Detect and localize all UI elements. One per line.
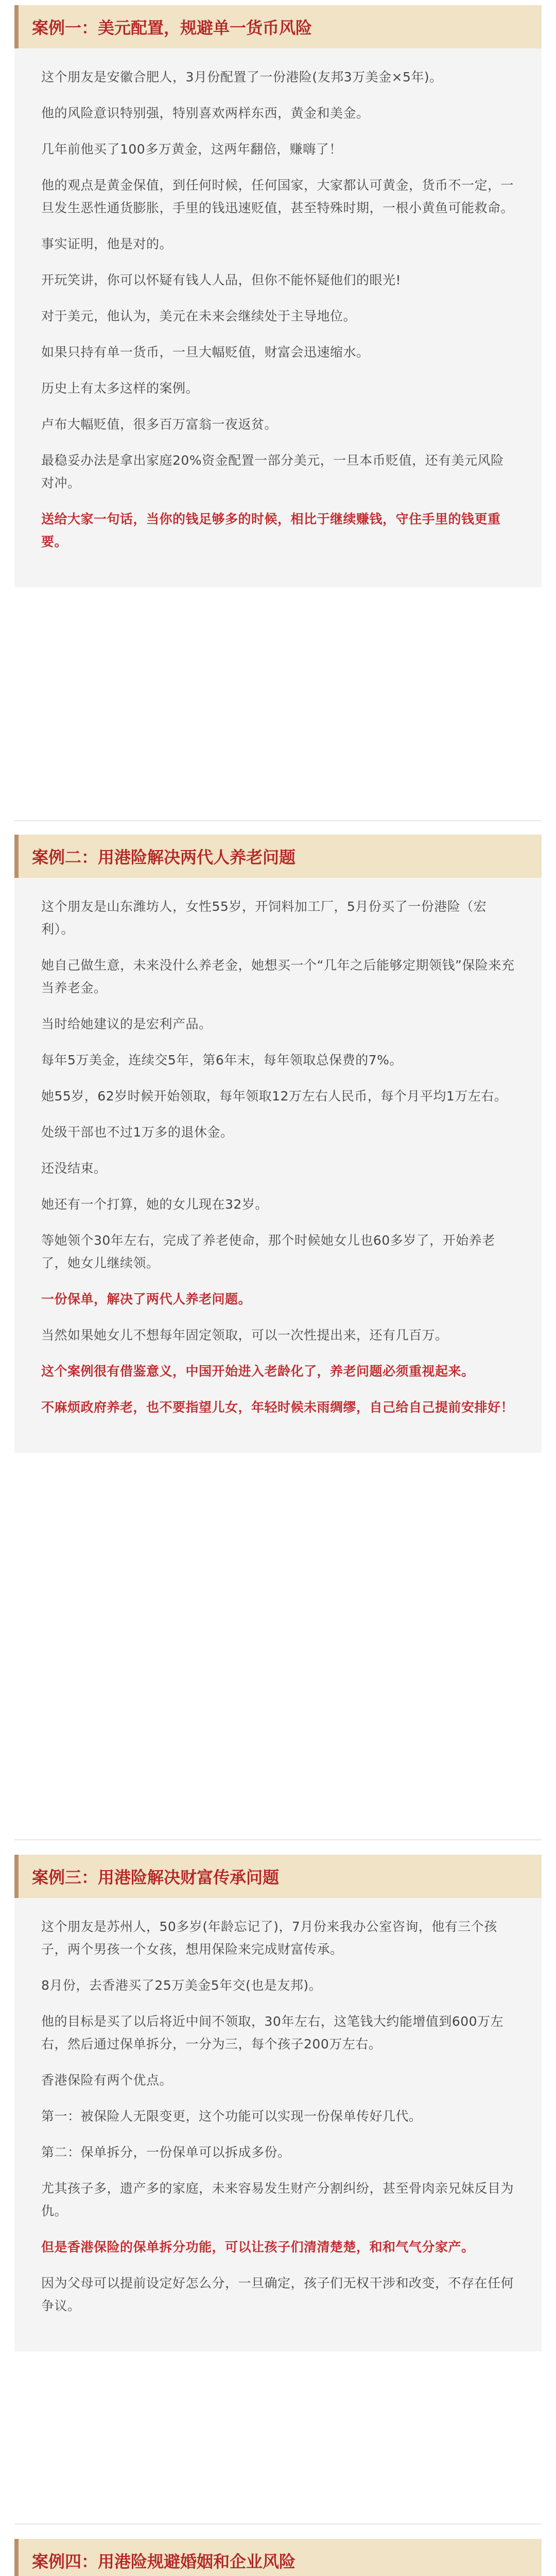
body-paragraph: 卢布大幅贬值，很多百万富翁一夜返贫。 xyxy=(41,417,278,432)
body-paragraph: 每年5万美金，连续交5年，第6年末，每年领取总保费的7%。 xyxy=(41,1053,403,1067)
case-title-1: 案例一：美元配置，规避单一货币风险 xyxy=(32,18,312,38)
body-paragraph: 这个朋友是山东潍坊人，女性55岁，开饲料加工厂，5月份买了一份港险（宏利）。 xyxy=(41,899,487,937)
case-title-2: 案例二：用港险解决两代人养老问题 xyxy=(32,848,296,867)
body-paragraph: 香港保险有两个优点。 xyxy=(41,2073,173,2088)
body-paragraph: 历史上有太多这样的案例。 xyxy=(41,381,199,396)
body-paragraph: 这个朋友是苏州人，50多岁(年龄忘记了)，7月份来我办公室咨询，他有三个孩子，两个男孩一个女孩，想用保险来完成财富传承。 xyxy=(41,1919,497,1957)
case-section-2 xyxy=(14,835,542,1453)
case-body-1 xyxy=(14,48,542,587)
case-header-3 xyxy=(14,1855,542,1898)
highlight-paragraph: 送给大家一句话，当你的钱足够多的时候，相比于继续赚钱，守住手里的钱更重要。 xyxy=(41,512,501,549)
body-paragraph: 事实证明，他是对的。 xyxy=(41,236,173,251)
header-decoration xyxy=(439,5,542,48)
body-paragraph: 当时给她建议的是宏利产品。 xyxy=(41,1016,212,1031)
body-paragraph: 如果只持有单一货币，一旦大幅贬值，财富会迅速缩水。 xyxy=(41,345,370,360)
case-section-3 xyxy=(14,1855,542,2351)
body-paragraph: 最稳妥办法是拿出家庭20%资金配置一部分美元，一旦本币贬值，还有美元风险对冲。 xyxy=(41,453,504,490)
body-paragraph: 对于美元，他认为，美元在未来会继续处于主导地位。 xyxy=(41,309,357,324)
case-body-3 xyxy=(14,1898,542,2351)
section-divider xyxy=(14,2523,542,2524)
body-paragraph: 第二：保单拆分，一份保单可以拆成多份。 xyxy=(41,2145,291,2160)
body-paragraph: 开玩笑讲，你可以怀疑有钱人人品，但你不能怀疑他们的眼光! xyxy=(41,273,402,287)
case-header-1 xyxy=(14,5,542,48)
case-title-4: 案例四：用港险规避婚姻和企业风险 xyxy=(32,2552,296,2571)
highlight-paragraph: 不麻烦政府养老，也不要指望儿女，年轻时候未雨绸缪，自己给自己提前安排好！ xyxy=(41,1400,514,1415)
body-paragraph: 因为父母可以提前设定好怎么分，一旦确定，孩子们无权干涉和改变，不存在任何争议。 xyxy=(41,2276,514,2313)
body-paragraph: 还没结束。 xyxy=(41,1161,107,1176)
case-header-2 xyxy=(14,835,542,878)
body-paragraph: 几年前他买了100多万黄金，这两年翻倍，赚嗨了！ xyxy=(41,142,342,157)
case-section-1 xyxy=(14,5,542,587)
body-paragraph: 当然如果她女儿不想每年固定领取，可以一次性提出来，还有几百万。 xyxy=(41,1328,448,1343)
body-paragraph: 他的风险意识特别强，特别喜欢两样东西，黄金和美金。 xyxy=(41,106,370,121)
body-paragraph: 她还有一个打算，她的女儿现在32岁。 xyxy=(41,1197,268,1212)
highlight-paragraph: 但是香港保险的保单拆分功能，可以让孩子们清清楚楚，和和气气分家产。 xyxy=(41,2240,475,2255)
section-divider xyxy=(14,820,542,821)
case-title-3: 案例三：用港险解决财富传承问题 xyxy=(32,1868,280,1887)
header-decoration xyxy=(439,2539,542,2576)
body-paragraph: 他的目标是买了以后将近中间不领取，30年左右，这笔钱大约能增值到600万左右，然后通过保单拆分，一分为三，每个孩子200万左右。 xyxy=(41,2014,504,2052)
body-paragraph: 这个朋友是安徽合肥人，3月份配置了一份港险(友邦3万美金×5年)。 xyxy=(41,70,443,84)
body-paragraph: 她55岁，62岁时候开始领取，每年领取12万左右人民币，每个月平均1万左右。 xyxy=(41,1089,508,1104)
header-decoration xyxy=(439,835,542,878)
body-paragraph: 他的观点是黄金保值，到任何时候，任何国家，大家都认可黄金，货币不一定，一旦发生恶性通货膨胀，手里的钱迅速贬值，甚至特殊时期，一根小黄鱼可能救命。 xyxy=(41,178,514,215)
case-body-2 xyxy=(14,878,542,1453)
case-header-4 xyxy=(14,2539,542,2576)
case-section-4 xyxy=(14,2539,542,2576)
section-divider xyxy=(14,1839,542,1840)
body-paragraph: 处级干部也不过1万多的退休金。 xyxy=(41,1125,234,1140)
body-paragraph: 她自己做生意，未来没什么养老金，她想买一个“几年之后能够定期领钱”保险来充当养老金。 xyxy=(41,958,515,995)
body-paragraph: 第一：被保险人无限变更，这个功能可以实现一份保单传好几代。 xyxy=(41,2109,422,2124)
body-paragraph: 等她领个30年左右，完成了养老使命，那个时候她女儿也60多岁了，开始养老了，她女儿继续领。 xyxy=(41,1233,495,1270)
highlight-paragraph: 这个案例很有借鉴意义，中国开始进入老龄化了，养老问题必须重视起来。 xyxy=(41,1364,475,1379)
header-decoration xyxy=(439,1855,542,1898)
body-paragraph: 尤其孩子多，遗产多的家庭，未来容易发生财产分割纠纷，甚至骨肉亲兄妹反目为仇。 xyxy=(41,2181,514,2218)
body-paragraph: 8月份，去香港买了25万美金5年交(也是友邦)。 xyxy=(41,1978,322,1993)
highlight-paragraph: 一份保单，解决了两代人养老问题。 xyxy=(41,1292,252,1307)
